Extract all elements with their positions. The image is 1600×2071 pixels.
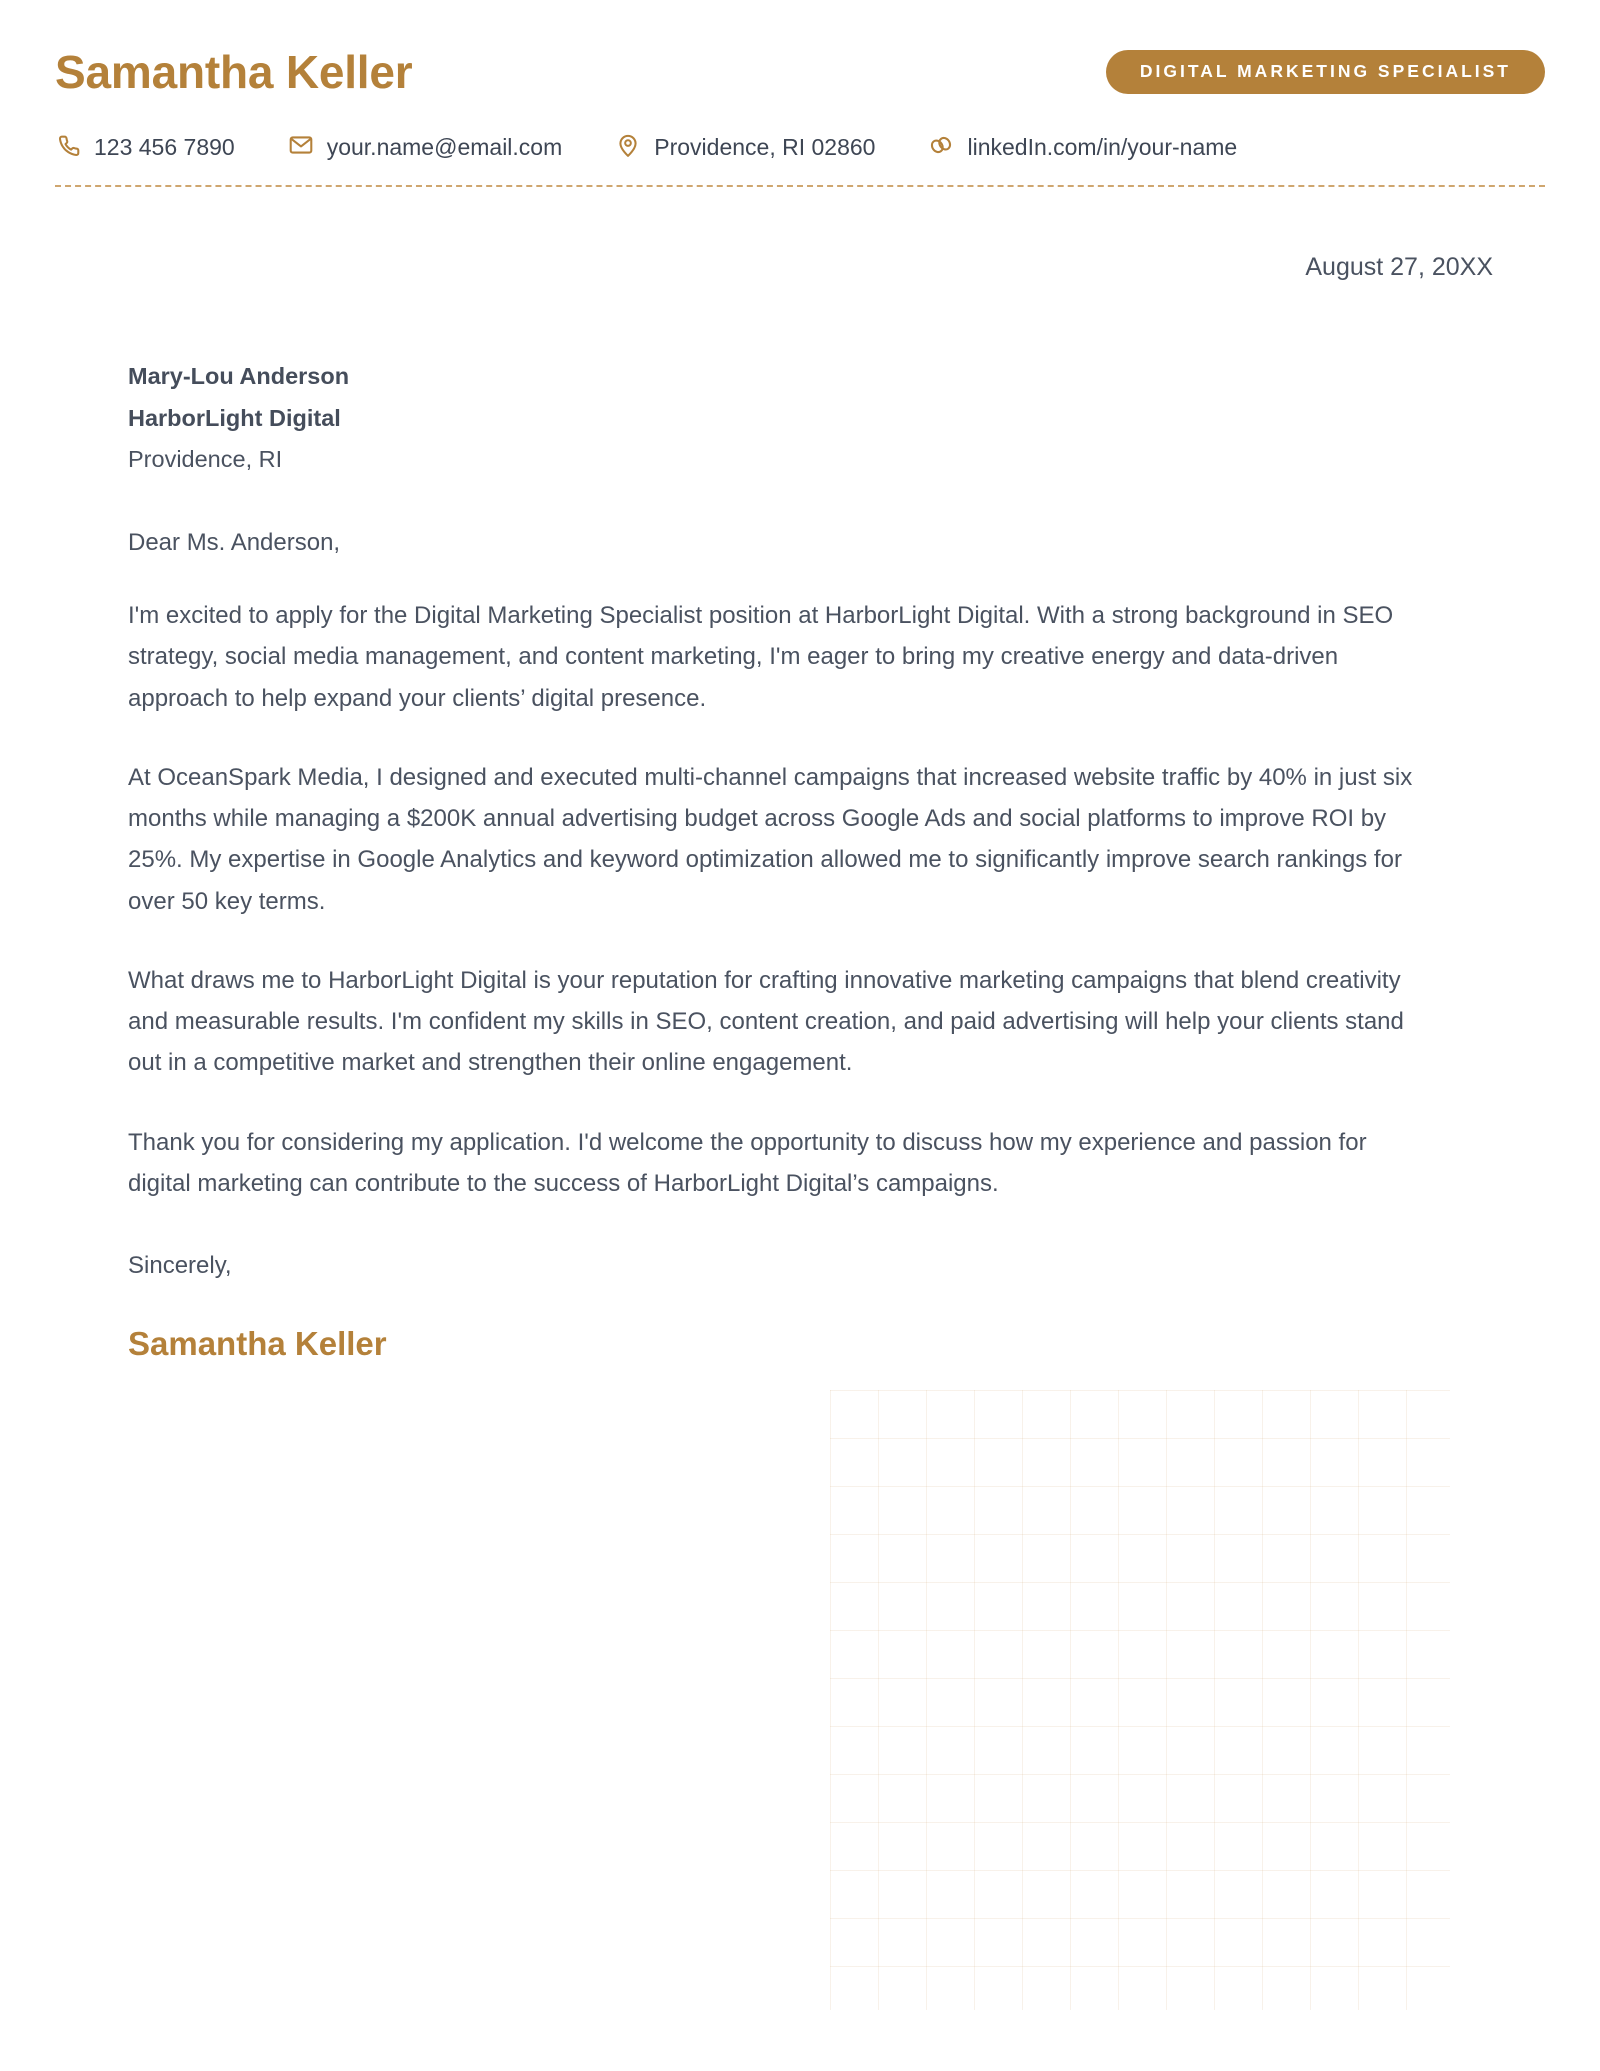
envelope-icon [288,132,314,163]
recipient-block [128,356,1475,481]
letterhead-header [55,0,1545,96]
signature-name: Samantha Keller [128,1325,387,1363]
contact-email[interactable] [288,132,563,163]
body-paragraph-1: I'm excited to apply for the Digital Marketing Specialist position at HarborLight Digital. With a strong background in SEO strategy, social media management, and content marketing, I'm eager to bring my creative energy and data-driven approach to help expand your clients’ digital presence. [128,602,1394,712]
contact-phone-value: 123 456 7890 [94,134,235,161]
contact-phone[interactable] [55,132,235,163]
letter-body [55,356,1545,1363]
map-pin-icon [615,132,641,163]
body-paragraph-4: Thank you for considering my application. I'd welcome the opportunity to discuss how my experience and passion for digital marketing can contribute to the success of HarborLight Digital’s campaigns. [128,1128,1367,1197]
contact-row [55,132,1545,163]
contact-linkedin-value: linkedIn.com/in/your-name [967,134,1238,161]
recipient-location: Providence, RI [128,446,283,473]
header-divider [55,185,1545,187]
page-title: Samantha Keller [55,46,413,98]
phone-icon [55,132,81,163]
body-paragraph-3: What draws me to HarborLight Digital is your reputation for crafting innovative marketing campaigns that blend creativity and measurable results. I'm confident my skills in SEO, content creation, and paid advertising will help your clients stand out in a competitive market and strengthen their online engagement. [128,966,1404,1077]
letter-date: August 27, 20XX [1305,253,1493,282]
salutation: Dear Ms. Anderson, [128,529,341,557]
background-grid-watermark [830,1390,1450,2010]
body-paragraph-2: At OceanSpark Media, I designed and executed multi-channel campaigns that increased website traffic by 40% in just six months while managing a $200K annual advertising budget across Google Ads and social platforms to improve ROI by 25%. My expertise in Google Analytics and keyword optimization allowed me to significantly improve search rankings for over 50 key terms. [128,763,1413,915]
recipient-company: HarborLight Digital [128,404,341,431]
contact-location[interactable] [615,132,875,163]
role-badge: DIGITAL MARKETING SPECIALIST [1106,50,1545,95]
contact-linkedin[interactable] [928,132,1237,163]
closing-line: Sincerely, [128,1252,232,1280]
recipient-name: Mary-Lou Anderson [128,363,350,390]
contact-email-value: your.name@email.com [326,134,563,161]
link-icon [928,132,954,163]
contact-location-value: Providence, RI 02860 [654,134,876,161]
